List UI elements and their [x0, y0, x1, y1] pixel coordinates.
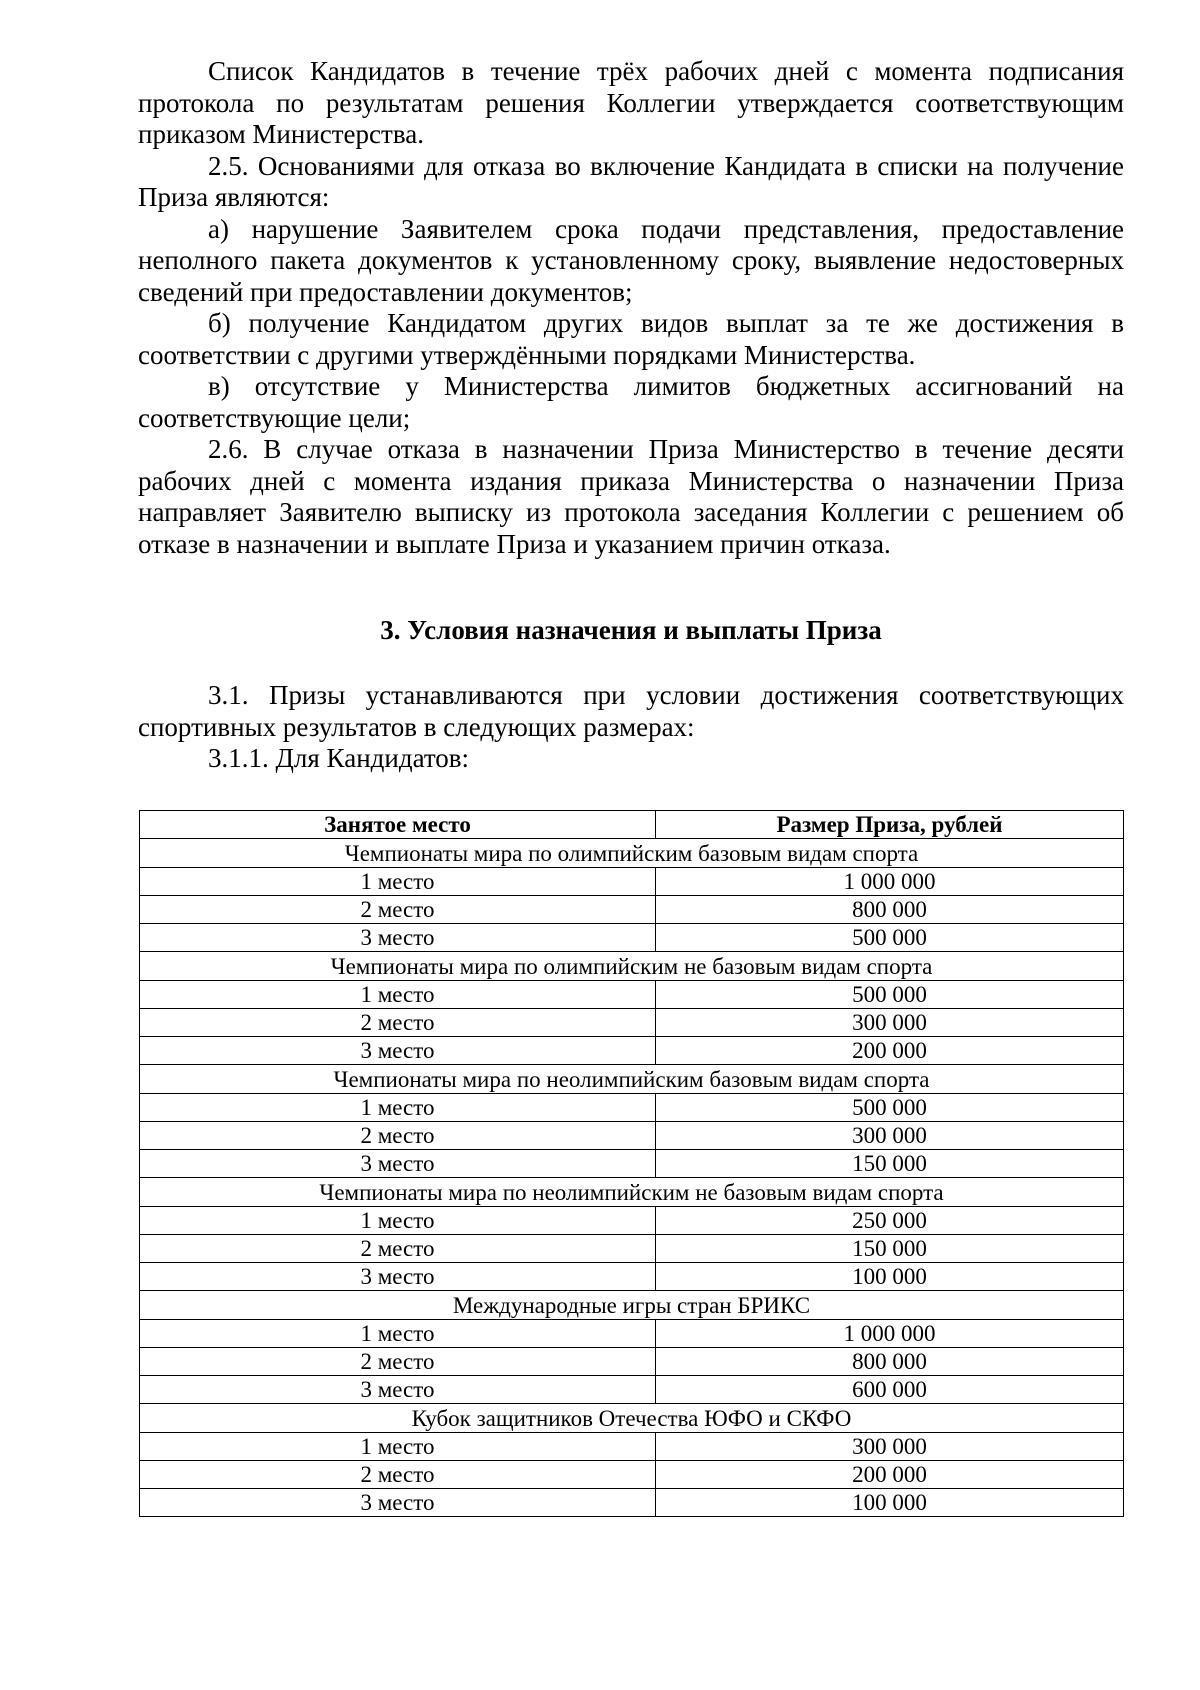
column-header-amount: Размер Приза, рублей [656, 811, 1124, 839]
table-row [140, 1207, 1124, 1235]
prize-table-body [140, 839, 1124, 1517]
place-cell: 1 место [140, 1433, 656, 1461]
table-row [140, 896, 1124, 924]
table-row [140, 1348, 1124, 1376]
prize-amount-cell: 100 000 [656, 1263, 1124, 1291]
table-row [140, 1235, 1124, 1263]
table-header-row [140, 811, 1124, 839]
prize-amount-cell: 100 000 [656, 1489, 1124, 1517]
place-cell: 2 место [140, 1122, 656, 1150]
table-group-row [140, 1178, 1124, 1207]
place-cell: 3 место [140, 1037, 656, 1065]
table-group-row [140, 1404, 1124, 1433]
place-cell: 1 место [140, 1207, 656, 1235]
column-header-place: Занятое место [140, 811, 656, 839]
section-3-heading: 3. Условия назначения и выплаты Приза [380, 615, 882, 645]
table-row [140, 868, 1124, 896]
place-cell: 2 место [140, 1348, 656, 1376]
paragraph-candidate-list-approval: Список Кандидатов в течение трёх рабочих дней с момента подписания протокола по результатам решения Коллегии утверждается соответствующим приказом Министерства. [138, 56, 1124, 149]
prize-amount-cell: 800 000 [656, 1348, 1124, 1376]
table-group-row [140, 952, 1124, 981]
place-cell: 1 место [140, 1094, 656, 1122]
competition-group-title: Чемпионаты мира по олимпийским не базовым видам спорта [140, 952, 1124, 981]
prize-amount-cell: 600 000 [656, 1376, 1124, 1404]
competition-group-title: Чемпионаты мира по неолимпийским базовым видам спорта [140, 1065, 1124, 1094]
prize-amount-cell: 200 000 [656, 1461, 1124, 1489]
prize-amount-cell: 1 000 000 [656, 868, 1124, 896]
prize-amount-cell: 150 000 [656, 1235, 1124, 1263]
table-row [140, 924, 1124, 952]
paragraph-2-5-refusal-grounds: 2.5. Основаниями для отказа во включение Кандидата в списки на получение Приза являются: [138, 150, 1124, 212]
prize-amount-cell: 250 000 [656, 1207, 1124, 1235]
paragraph-2-6-refusal-notice: 2.6. В случае отказа в назначении Приза Министерство в течение десяти рабочих дней с момента издания приказа Министерства о назначении Приза направляет Заявителю выписку из протокола заседания Коллегии с решением об отказе в назначении и выплате Приза и указанием причин отказа. [138, 434, 1124, 559]
place-cell: 2 место [140, 1235, 656, 1263]
place-cell: 2 место [140, 896, 656, 924]
table-row [140, 1150, 1124, 1178]
competition-group-title: Чемпионаты мира по олимпийским базовым видам спорта [140, 839, 1124, 868]
paragraph-3-1: 3.1. Призы устанавливаются при условии достижения соответствующих спортивных результатов в следующих размерах: [138, 680, 1124, 742]
prize-amount-cell: 200 000 [656, 1037, 1124, 1065]
place-cell: 2 место [140, 1009, 656, 1037]
place-cell: 1 место [140, 981, 656, 1009]
prize-table [139, 810, 1124, 1517]
table-row [140, 1037, 1124, 1065]
table-row [140, 1320, 1124, 1348]
section-3-text-block [138, 680, 1124, 775]
place-cell: 3 место [140, 1376, 656, 1404]
paragraph-2-5-c: в) отсутствие у Министерства лимитов бюджетных ассигнований на соответствующие цели; [138, 371, 1124, 433]
competition-group-title: Кубок защитников Отечества ЮФО и СКФО [140, 1404, 1124, 1433]
table-row [140, 1433, 1124, 1461]
table-row [140, 1461, 1124, 1489]
table-row [140, 1489, 1124, 1517]
paragraph-3-1-1: 3.1.1. Для Кандидатов: [208, 743, 470, 773]
table-group-row [140, 1065, 1124, 1094]
prize-amount-cell: 500 000 [656, 981, 1124, 1009]
place-cell: 3 место [140, 924, 656, 952]
paragraph-2-5-a: а) нарушение Заявителем срока подачи представления, предоставление неполного пакета документов к установленному сроку, выявление недостоверных сведений при предоставлении документов; [138, 213, 1124, 307]
place-cell: 2 место [140, 1461, 656, 1489]
table-row [140, 1263, 1124, 1291]
competition-group-title: Чемпионаты мира по неолимпийским не базовым видам спорта [140, 1178, 1124, 1207]
place-cell: 3 место [140, 1489, 656, 1517]
table-group-row [140, 1291, 1124, 1320]
table-row [140, 981, 1124, 1009]
place-cell: 1 место [140, 1320, 656, 1348]
prize-amount-cell: 500 000 [656, 924, 1124, 952]
place-cell: 3 место [140, 1150, 656, 1178]
intro-text-block [138, 56, 1124, 560]
prize-amount-cell: 300 000 [656, 1433, 1124, 1461]
place-cell: 3 место [140, 1263, 656, 1291]
prize-amount-cell: 1 000 000 [656, 1320, 1124, 1348]
table-row [140, 1094, 1124, 1122]
prize-amount-cell: 500 000 [656, 1094, 1124, 1122]
table-row [140, 1009, 1124, 1037]
table-group-row [140, 839, 1124, 868]
place-cell: 1 место [140, 868, 656, 896]
table-row [140, 1122, 1124, 1150]
prize-amount-cell: 800 000 [656, 896, 1124, 924]
prize-amount-cell: 300 000 [656, 1009, 1124, 1037]
paragraph-2-5-b: б) получение Кандидатом других видов выплат за те же достижения в соответствии с другими утверждёнными порядками Министерства. [138, 308, 1124, 370]
competition-group-title: Международные игры стран БРИКС [140, 1291, 1124, 1320]
prize-amount-cell: 300 000 [656, 1122, 1124, 1150]
table-row [140, 1376, 1124, 1404]
prize-amount-cell: 150 000 [656, 1150, 1124, 1178]
